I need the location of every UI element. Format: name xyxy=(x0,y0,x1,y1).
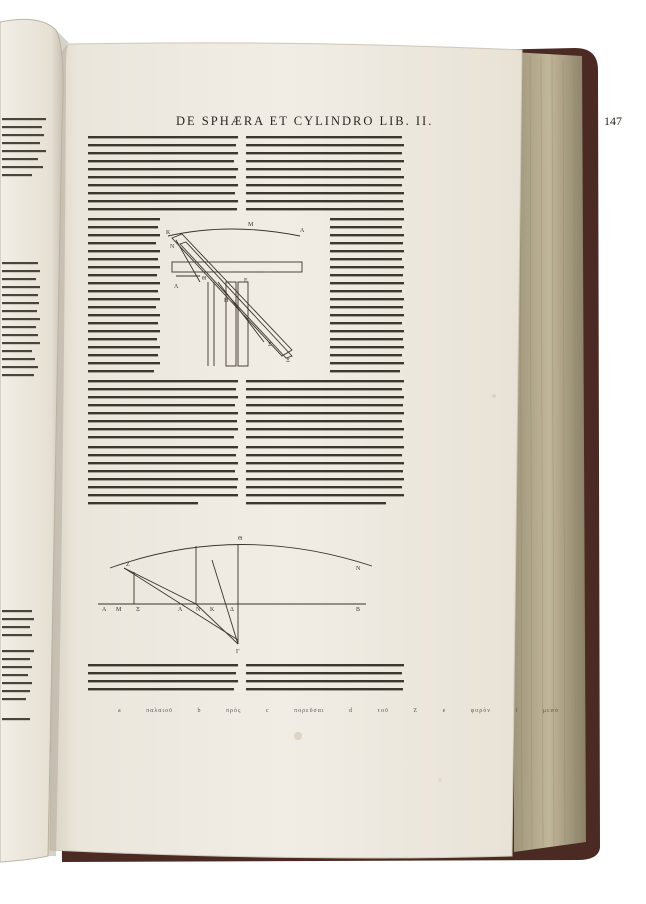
svg-text:A: A xyxy=(102,607,107,613)
svg-text:M: M xyxy=(248,222,254,228)
svg-text:E: E xyxy=(244,278,248,284)
footnotes: a παλαιοῦ b πρὸς c πορεῦσαι d τοῦ Ζ e φορὸν f μεσὸ xyxy=(118,708,559,714)
page-number: 147 xyxy=(604,114,622,128)
svg-text:Λ: Λ xyxy=(178,607,183,613)
svg-text:K: K xyxy=(166,230,171,236)
svg-text:Ξ: Ξ xyxy=(286,358,290,364)
svg-text:B: B xyxy=(356,607,361,613)
svg-text:Λ: Λ xyxy=(174,284,179,290)
svg-text:Θ: Θ xyxy=(202,276,207,282)
right-page xyxy=(50,43,522,858)
svg-text:Ξ: Ξ xyxy=(136,607,140,613)
svg-text:K: K xyxy=(210,607,215,613)
svg-text:N: N xyxy=(356,566,361,572)
svg-text:Δ: Δ xyxy=(230,607,234,613)
svg-text:Θ: Θ xyxy=(238,536,243,542)
svg-text:A: A xyxy=(300,228,305,234)
svg-text:M: M xyxy=(116,607,122,613)
svg-text:N: N xyxy=(196,607,201,613)
running-head: DE SPHÆRA ET CYLINDRO LIB. II. xyxy=(176,114,434,128)
svg-text:Γ: Γ xyxy=(236,649,240,655)
svg-text:Z: Z xyxy=(126,562,130,568)
svg-text:Σ: Σ xyxy=(268,342,272,348)
svg-text:N: N xyxy=(170,244,175,250)
svg-text:H: H xyxy=(224,298,229,304)
